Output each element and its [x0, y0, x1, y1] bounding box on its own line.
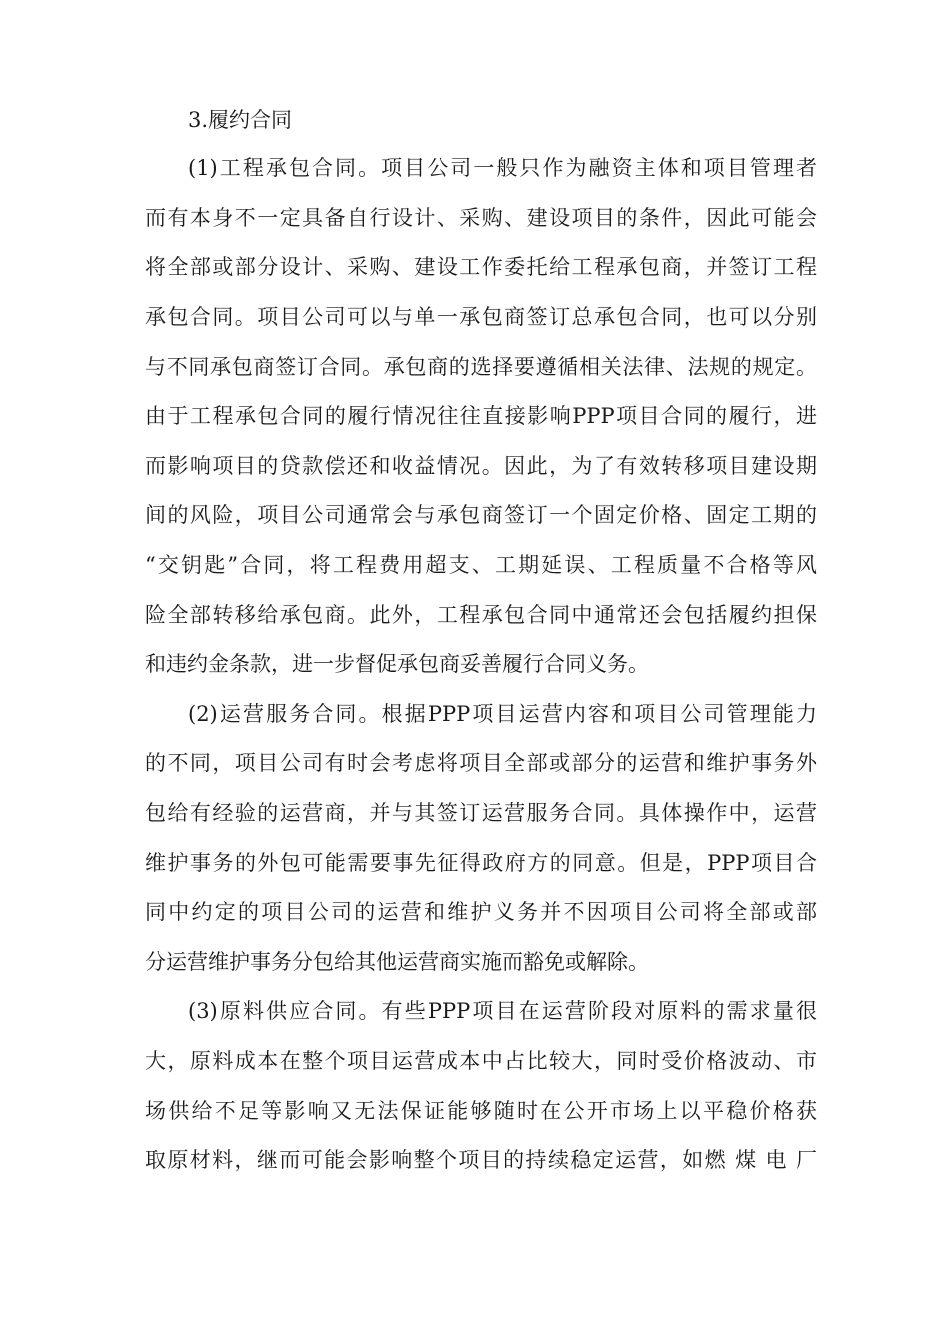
- paragraph-line: (3)原料供应合同。有些PPP项目在运营阶段对原料的需求量很: [188, 999, 817, 1023]
- paragraph-line: 同中约定的项目公司的运营和维护义务并不因项目公司将全部或部: [145, 900, 817, 924]
- paragraph-line: 分运营维护事务分包给其他运营商实施而豁免或解除。: [145, 950, 649, 974]
- paragraph-line: 取原材料，继而可能会影响整个项目的持续稳定运营，如燃 煤 电 厂: [145, 1148, 817, 1172]
- paragraph-line: 大，原料成本在整个项目运营成本中占比较大，同时受价格波动、市: [145, 1049, 817, 1073]
- paragraph-line: 与不同承包商签订合同。承包商的选择要遵循相关法律、法规的规定。: [145, 355, 817, 379]
- paragraph-line: 而影响项目的贷款偿还和收益情况。因此，为了有效转移项目建设期: [145, 454, 817, 478]
- paragraph-line: 承包合同。项目公司可以与单一承包商签订总承包合同，也可以分别: [145, 305, 817, 329]
- paragraph-line: 场供给不足等影响又无法保证能够随时在公开市场上以平稳价格获: [145, 1099, 817, 1123]
- paragraph-line: (1)工程承包合同。项目公司一般只作为融资主体和项目管理者: [188, 156, 817, 180]
- paragraph-line: 将全部或部分设计、采购、建设工作委托给工程承包商，并签订工程: [145, 255, 817, 279]
- paragraph-line: 由于工程承包合同的履行情况往往直接影响PPP项目合同的履行，进: [145, 404, 817, 428]
- paragraph-line: 险全部转移给承包商。此外，工程承包合同中通常还会包括履约担保: [145, 603, 817, 627]
- paragraph-line: 包给有经验的运营商，并与其签订运营服务合同。具体操作中，运营: [145, 801, 817, 825]
- paragraph-line: 维护事务的外包可能需要事先征得政府方的同意。但是，PPP项目合: [145, 851, 817, 875]
- section-heading: 3.履约合同: [188, 108, 293, 132]
- paragraph-line: 而有本身不一定具备自行设计、采购、建设项目的条件，因此可能会: [145, 206, 817, 230]
- paragraph-line: 的不同，项目公司有时会考虑将项目全部或部分的运营和维护事务外: [145, 751, 817, 775]
- paragraph-line: (2)运营服务合同。根据PPP项目运营内容和项目公司管理能力: [188, 702, 817, 726]
- paragraph-line: “交钥匙”合同，将工程费用超支、工期延误、工程质量不合格等风: [145, 553, 817, 577]
- paragraph-line: 和违约金条款，进一步督促承包商妥善履行合同义务。: [145, 652, 649, 676]
- paragraph-line: 间的风险，项目公司通常会与承包商签订一个固定价格、固定工期的: [145, 503, 817, 527]
